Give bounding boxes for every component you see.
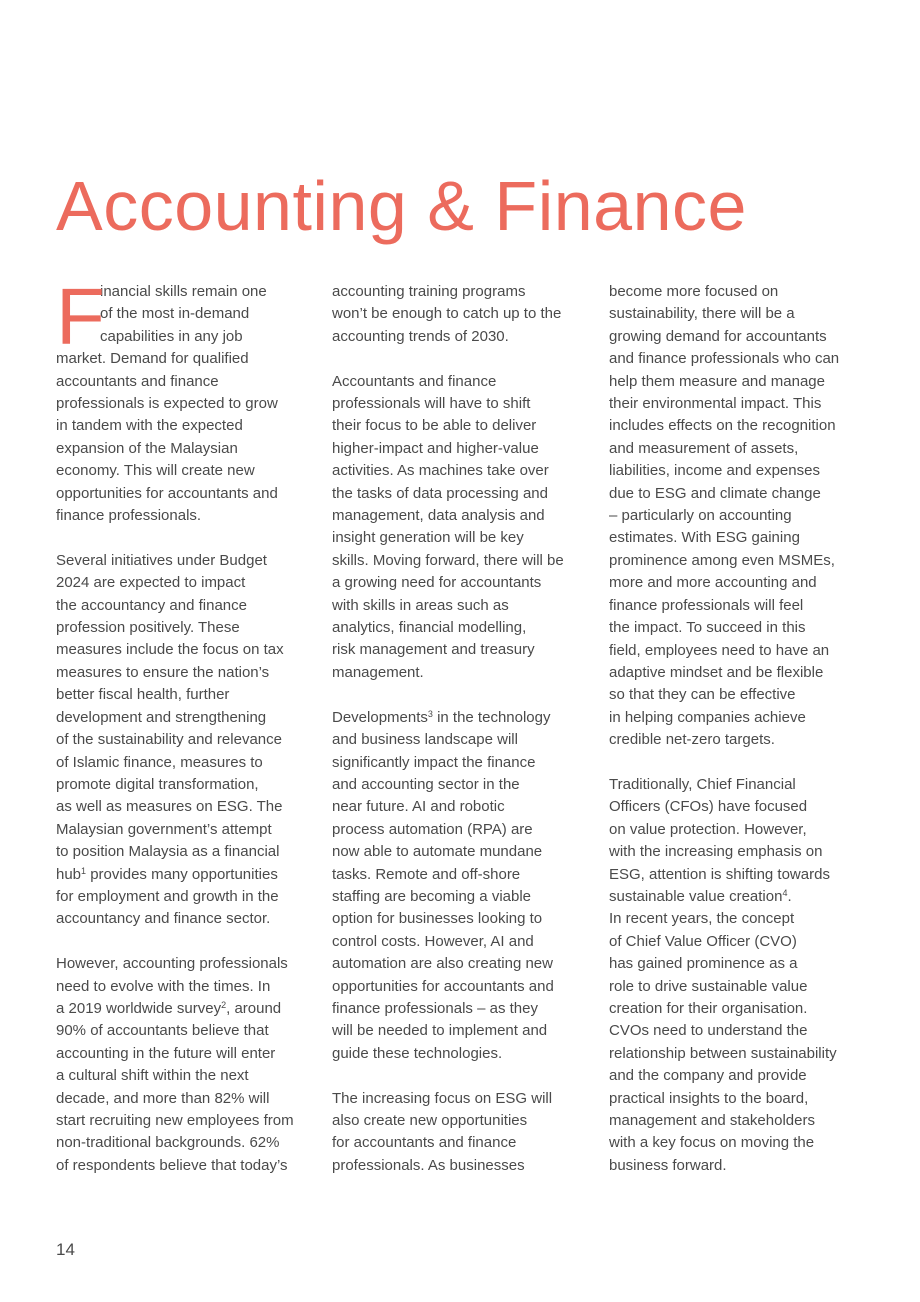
text-line: accounting training programs [332,283,526,300]
text-line: become more focused on [609,283,779,300]
text-line: economy. This will create new [56,462,255,480]
text-line: ESG, attention is shifting towards [609,865,830,883]
paragraph [332,281,594,348]
text-line: Several initiatives under Budget [56,551,267,569]
text-fragment: . [787,887,792,905]
text-column-3 [609,281,871,1177]
text-line: the accountancy and finance [56,596,247,614]
text-line: Accountants and finance [332,372,497,390]
paragraph [56,550,318,931]
paragraph [609,281,871,752]
text-line: finance professionals. [56,507,202,525]
text-line: CVOs need to understand the [609,1022,808,1040]
text-line: finance professionals will feel [609,596,804,614]
footnote-ref: 3 [427,708,433,719]
text-line: accounting trends of 2030. [332,327,509,345]
text-line: need to evolve with the times. In [56,977,271,995]
text-line: promote digital transformation, [56,775,259,793]
text-line: with a key focus on moving the [609,1134,815,1152]
footnote-ref: 4 [782,887,788,898]
text-line: activities. As machines take over [332,462,549,480]
text-line: for accountants and finance [332,1134,517,1152]
paragraph [332,371,594,685]
text-line: their environmental impact. This [609,395,822,413]
text-line: capabilities in any job [100,327,243,345]
text-line: non-traditional backgrounds. 62% [56,1134,280,1152]
text-line: significantly impact the finance [332,753,536,771]
text-line: professionals. As businesses [332,1156,525,1174]
text-line: sustainability, there will be a [609,305,795,323]
footnote-ref: 2 [221,999,227,1010]
text-line: includes effects on the recognition [609,417,836,435]
text-line: for employment and growth in the [56,887,279,905]
text-line: management, data analysis and [332,507,545,525]
text-line: and business landscape will [332,731,518,749]
text-line: risk management and treasury [332,641,535,659]
text-line: 90% of accountants believe that [56,1022,269,1040]
text-line: tasks. Remote and off-shore [332,865,521,883]
text-line: better fiscal health, further [56,686,230,704]
page-title: Accounting & Finance [56,167,747,245]
text-line: analytics, financial modelling, [332,619,527,637]
text-line: automation are also creating new [332,955,553,973]
text-line: will be needed to implement and [332,1022,548,1040]
paragraph [332,1088,594,1178]
text-line: profession positively. These [56,619,240,637]
text-line: However, accounting professionals [56,955,288,973]
text-column-2 [332,281,594,1177]
text-fragment: in the technology [432,708,551,726]
text-line: insight generation will be key [332,529,524,547]
text-line: a growing need for accountants [332,574,542,592]
text-line: accountancy and finance sector. [56,910,271,928]
text-line: staffing are becoming a viable [332,887,532,905]
text-line: field, employees need to have an [609,641,830,659]
text-line: development and strengthening [56,708,267,726]
text-line: business forward. [609,1156,727,1174]
text-line: Officers (CFOs) have focused [609,798,808,816]
text-line: help them measure and manage [609,372,825,390]
text-line: management and stakeholders [609,1112,815,1130]
text-line: the tasks of data processing and [332,484,548,502]
paragraph [332,707,594,1066]
text-line: and accounting sector in the [332,775,520,793]
text-line: prominence among even MSMEs, [609,551,835,569]
text-line: so that they can be effective [609,686,796,704]
footnote-ref: 1 [81,865,87,876]
text-line: of the most in-demand [100,305,250,323]
text-line: a cultural shift within the next [56,1067,249,1085]
text-line: as well as measures on ESG. The [56,798,283,816]
text-fragment: provides many opportunities [86,865,278,883]
text-line: has gained prominence as a [609,955,798,973]
text-line: near future. AI and robotic [332,798,505,816]
text-line: 2024 are expected to impact [56,574,246,592]
text-line: practical insights to the board, [609,1089,809,1107]
text-line: control costs. However, AI and [332,932,534,950]
text-line: also create new opportunities [332,1111,528,1129]
text-line: won’t be enough to catch up to the [332,305,562,323]
text-line: skills. Moving forward, there will be [332,551,564,569]
text-line: on value protection. However, [609,820,807,838]
text-line: The increasing focus on ESG will [332,1089,553,1107]
text-line: option for businesses looking to [332,910,543,928]
text-fragment: hub [56,865,82,883]
text-line: start recruiting new employees from [56,1112,294,1129]
text-line: their focus to be able to deliver [332,417,537,435]
text-line: higher-impact and higher-value [332,439,539,457]
paragraph [56,953,318,1177]
text-line: with the increasing emphasis on [609,843,823,861]
text-line: inancial skills remain one [100,283,267,300]
text-line: opportunities for accountants and [332,977,554,995]
text-line: growing demand for accountants [609,327,827,345]
text-line: Traditionally, Chief Financial [609,775,796,793]
text-line: market. Demand for qualified [56,350,249,368]
text-line: and finance professionals who can [609,350,840,368]
text-line: expansion of the Malaysian [56,439,238,457]
text-line: and the company and provide [609,1067,807,1085]
text-line: professionals will have to shift [332,395,531,413]
text-column-1 [56,272,318,1177]
text-line: in helping companies achieve [609,708,806,726]
text-line: professionals is expected to grow [56,395,278,413]
text-fragment: Developments [332,708,428,726]
text-line: guide these technologies. [332,1044,503,1062]
text-line: with skills in areas such as [332,596,509,614]
text-line: finance professionals – as they [332,999,538,1017]
text-fragment: a 2019 worldwide survey [56,999,222,1017]
text-line: more and more accounting and [609,574,817,592]
text-line: opportunities for accountants and [56,484,278,502]
paragraph [56,272,318,527]
text-line: role to drive sustainable value [609,977,808,995]
paragraph [609,774,871,1177]
text-fragment: sustainable value creation [609,887,783,905]
text-line: In recent years, the concept [609,910,795,928]
text-line: measures include the focus on tax [56,641,284,659]
text-line: liabilities, income and expenses [609,462,820,480]
text-line: of Chief Value Officer (CVO) [609,932,797,950]
text-line: adaptive mindset and be flexible [609,663,824,681]
text-line: of the sustainability and relevance [56,731,282,749]
text-line: of respondents believe that today’s [56,1156,288,1174]
text-line: measures to ensure the nation’s [56,663,270,681]
text-line: now able to automate mundane [332,843,543,861]
text-line: estimates. With ESG gaining [609,529,800,547]
text-line: due to ESG and climate change [609,484,821,502]
text-line: accounting in the future will enter [56,1044,276,1062]
text-line: process automation (RPA) are [332,820,533,838]
text-line: and measurement of assets, [609,439,799,457]
text-line: the impact. To succeed in this [609,619,806,637]
text-line: in tandem with the expected [56,417,243,435]
text-line: creation for their organisation. [609,999,808,1017]
text-fragment: , around [226,999,282,1017]
text-line: to position Malaysia as a financial [56,843,280,861]
page-number: 14 [56,1240,75,1259]
text-line: accountants and finance [56,372,219,390]
text-line: decade, and more than 82% will [56,1089,270,1107]
text-line: of Islamic finance, measures to [56,753,263,771]
text-line: credible net-zero targets. [609,731,775,749]
text-line: – particularly on accounting [609,507,792,525]
text-line: management. [332,663,424,681]
drop-cap: F [56,272,105,361]
text-line: relationship between sustainability [609,1044,837,1062]
text-line: Malaysian government’s attempt [56,820,272,838]
